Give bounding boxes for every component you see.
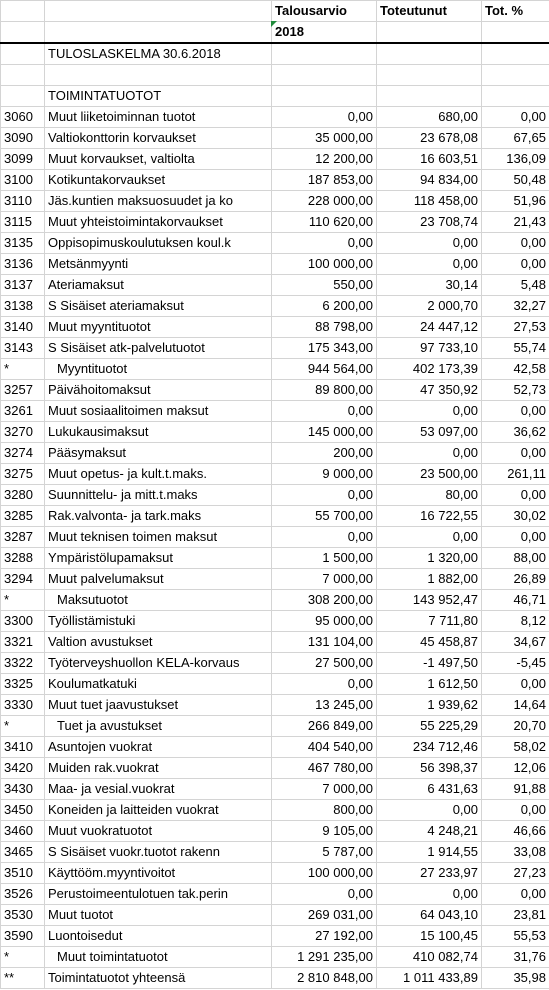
actual-value-cell[interactable]: 4 248,21	[377, 821, 482, 842]
header-code-cell[interactable]	[1, 1, 45, 22]
percent-value-cell[interactable]: 36,62	[482, 422, 549, 443]
account-label-cell[interactable]: Metsänmyynti	[45, 254, 272, 275]
budget-value-cell[interactable]: 27 500,00	[272, 653, 377, 674]
header-pct-cell[interactable]: Tot. %	[482, 1, 549, 22]
account-label-cell[interactable]: Työterveyshuollon KELA-korvaus	[45, 653, 272, 674]
account-label-cell[interactable]: Tuet ja avustukset	[45, 716, 272, 737]
account-label-cell[interactable]: Muut korvaukset, valtiolta	[45, 149, 272, 170]
account-label-cell[interactable]: Ateriamaksut	[45, 275, 272, 296]
budget-value-cell[interactable]: 944 564,00	[272, 359, 377, 380]
account-code-cell[interactable]: 3060	[1, 107, 45, 128]
section-code-cell[interactable]	[1, 86, 45, 107]
account-code-cell[interactable]: 3526	[1, 884, 45, 905]
percent-value-cell[interactable]: 34,67	[482, 632, 549, 653]
budget-value-cell[interactable]: 89 800,00	[272, 380, 377, 401]
header-label-cell[interactable]	[45, 1, 272, 22]
actual-value-cell[interactable]: 15 100,45	[377, 926, 482, 947]
header2-pct-cell[interactable]	[482, 22, 549, 44]
actual-value-cell[interactable]: 0,00	[377, 443, 482, 464]
account-code-cell[interactable]: 3450	[1, 800, 45, 821]
percent-value-cell[interactable]: 8,12	[482, 611, 549, 632]
actual-value-cell[interactable]: 2 000,70	[377, 296, 482, 317]
table-row	[1, 842, 549, 863]
account-code-cell[interactable]: 3465	[1, 842, 45, 863]
table-row	[1, 905, 549, 926]
account-code-cell[interactable]: 3275	[1, 464, 45, 485]
budget-value-cell[interactable]: 0,00	[272, 884, 377, 905]
budget-value-cell[interactable]: 1 500,00	[272, 548, 377, 569]
budget-value-cell[interactable]: 0,00	[272, 107, 377, 128]
account-code-cell[interactable]: 3261	[1, 401, 45, 422]
table-row	[1, 107, 549, 128]
budget-value-cell[interactable]: 0,00	[272, 401, 377, 422]
account-code-cell[interactable]: 3294	[1, 569, 45, 590]
account-code-cell[interactable]: 3137	[1, 275, 45, 296]
budget-value-cell[interactable]: 95 000,00	[272, 611, 377, 632]
actual-value-cell[interactable]: 97 733,10	[377, 338, 482, 359]
account-label-cell[interactable]: Muut yhteistoimintakorvaukset	[45, 212, 272, 233]
account-code-cell[interactable]: 3090	[1, 128, 45, 149]
table-row	[1, 821, 549, 842]
actual-value-cell[interactable]: 94 834,00	[377, 170, 482, 191]
header-row	[1, 1, 549, 22]
budget-value-cell[interactable]: 269 031,00	[272, 905, 377, 926]
account-code-cell[interactable]: 3322	[1, 653, 45, 674]
blank-cell[interactable]	[45, 65, 272, 86]
account-code-cell[interactable]: 3460	[1, 821, 45, 842]
budget-value-cell[interactable]: 467 780,00	[272, 758, 377, 779]
section-row	[1, 86, 549, 107]
table-row	[1, 800, 549, 821]
account-label-cell[interactable]: Perustoimeentulotuen tak.perin	[45, 884, 272, 905]
account-label-cell[interactable]: S Sisäiset vuokr.tuotot rakenn	[45, 842, 272, 863]
table-row	[1, 737, 549, 758]
percent-value-cell[interactable]: 55,74	[482, 338, 549, 359]
account-label-cell[interactable]: Luontoisedut	[45, 926, 272, 947]
account-code-cell[interactable]: 3330	[1, 695, 45, 716]
table-row	[1, 254, 549, 275]
actual-value-cell[interactable]: 53 097,00	[377, 422, 482, 443]
percent-value-cell[interactable]: 21,43	[482, 212, 549, 233]
account-label-cell[interactable]: Rak.valvonta- ja tark.maks	[45, 506, 272, 527]
section-actual-cell[interactable]	[377, 86, 482, 107]
actual-value-cell[interactable]: 7 711,80	[377, 611, 482, 632]
budget-value-cell[interactable]: 55 700,00	[272, 506, 377, 527]
actual-value-cell[interactable]: 23 678,08	[377, 128, 482, 149]
report-title[interactable]: TULOSLASKELMA 30.6.2018	[45, 43, 272, 65]
table-row	[1, 884, 549, 905]
actual-value-cell[interactable]: 234 712,46	[377, 737, 482, 758]
account-code-cell[interactable]: 3285	[1, 506, 45, 527]
section-heading[interactable]: TOIMINTATUOTOT	[45, 86, 272, 107]
table-row	[1, 611, 549, 632]
section-budget-cell[interactable]	[272, 86, 377, 107]
account-label-cell[interactable]: Muut tuet jaavustukset	[45, 695, 272, 716]
account-code-cell[interactable]: **	[1, 968, 45, 989]
actual-value-cell[interactable]: 680,00	[377, 107, 482, 128]
actual-value-cell[interactable]: 143 952,47	[377, 590, 482, 611]
actual-value-cell[interactable]: 1 320,00	[377, 548, 482, 569]
percent-value-cell[interactable]: 0,00	[482, 800, 549, 821]
table-row	[1, 296, 549, 317]
percent-value-cell[interactable]: 20,70	[482, 716, 549, 737]
budget-value-cell[interactable]: 308 200,00	[272, 590, 377, 611]
account-label-cell[interactable]: Asuntojen vuokrat	[45, 737, 272, 758]
percent-value-cell[interactable]: 0,00	[482, 674, 549, 695]
account-label-cell[interactable]: Jäs.kuntien maksuosuudet ja ko	[45, 191, 272, 212]
actual-value-cell[interactable]: 45 458,87	[377, 632, 482, 653]
percent-value-cell[interactable]: 261,11	[482, 464, 549, 485]
table-row	[1, 401, 549, 422]
budget-value-cell[interactable]: 7 000,00	[272, 569, 377, 590]
table-row	[1, 527, 549, 548]
account-code-cell[interactable]: 3287	[1, 527, 45, 548]
title-row	[1, 43, 549, 65]
percent-value-cell[interactable]: 67,65	[482, 128, 549, 149]
budget-value-cell[interactable]: 6 200,00	[272, 296, 377, 317]
account-code-cell[interactable]: 3274	[1, 443, 45, 464]
blank-cell[interactable]	[377, 65, 482, 86]
actual-value-cell[interactable]: 402 173,39	[377, 359, 482, 380]
cell-comment-indicator	[271, 21, 277, 27]
account-code-cell[interactable]: 3138	[1, 296, 45, 317]
budget-value-cell[interactable]: 0,00	[272, 485, 377, 506]
table-row	[1, 716, 549, 737]
percent-value-cell[interactable]: 0,00	[482, 884, 549, 905]
percent-value-cell[interactable]: 12,06	[482, 758, 549, 779]
actual-value-cell[interactable]: 55 225,29	[377, 716, 482, 737]
budget-value-cell[interactable]: 187 853,00	[272, 170, 377, 191]
percent-value-cell[interactable]: 0,00	[482, 527, 549, 548]
actual-value-cell[interactable]: 27 233,97	[377, 863, 482, 884]
header2-actual-cell[interactable]	[377, 22, 482, 44]
percent-value-cell[interactable]: 32,27	[482, 296, 549, 317]
account-code-cell[interactable]: 3115	[1, 212, 45, 233]
account-code-cell[interactable]: 3420	[1, 758, 45, 779]
actual-value-cell[interactable]: 23 708,74	[377, 212, 482, 233]
actual-value-cell[interactable]: 16 722,55	[377, 506, 482, 527]
budget-value-cell[interactable]: 12 200,00	[272, 149, 377, 170]
actual-value-cell[interactable]: 410 082,74	[377, 947, 482, 968]
table-row	[1, 632, 549, 653]
blank-cell[interactable]	[1, 65, 45, 86]
actual-value-cell[interactable]: 24 447,12	[377, 317, 482, 338]
account-label-cell[interactable]: Maksutuotot	[45, 590, 272, 611]
account-label-cell[interactable]: Valtiokonttorin korvaukset	[45, 128, 272, 149]
table-row	[1, 947, 549, 968]
budget-value-cell[interactable]: 5 787,00	[272, 842, 377, 863]
budget-value-cell[interactable]: 1 291 235,00	[272, 947, 377, 968]
account-code-cell[interactable]: 3300	[1, 611, 45, 632]
account-label-cell[interactable]: S Sisäiset atk-palvelutuotot	[45, 338, 272, 359]
budget-value-cell[interactable]: 0,00	[272, 233, 377, 254]
actual-value-cell[interactable]: 0,00	[377, 254, 482, 275]
percent-value-cell[interactable]: 42,58	[482, 359, 549, 380]
account-label-cell[interactable]: Muut toimintatuotot	[45, 947, 272, 968]
percent-value-cell[interactable]: 50,48	[482, 170, 549, 191]
account-label-cell[interactable]: Muut liiketoiminnan tuotot	[45, 107, 272, 128]
percent-value-cell[interactable]: 31,76	[482, 947, 549, 968]
account-code-cell[interactable]: *	[1, 590, 45, 611]
budget-value-cell[interactable]: 228 000,00	[272, 191, 377, 212]
account-label-cell[interactable]: Muut palvelumaksut	[45, 569, 272, 590]
title-pct-cell[interactable]	[482, 43, 549, 65]
budget-value-cell[interactable]: 88 798,00	[272, 317, 377, 338]
actual-value-cell[interactable]: 80,00	[377, 485, 482, 506]
table-row	[1, 128, 549, 149]
blank-row	[1, 65, 549, 86]
table-row	[1, 422, 549, 443]
header-budget-cell[interactable]: Talousarvio	[272, 1, 377, 22]
actual-value-cell[interactable]: 0,00	[377, 884, 482, 905]
account-code-cell[interactable]: 3135	[1, 233, 45, 254]
table-row	[1, 506, 549, 527]
table-row	[1, 926, 549, 947]
actual-value-cell[interactable]: 1 882,00	[377, 569, 482, 590]
actual-value-cell[interactable]: 16 603,51	[377, 149, 482, 170]
title-code-cell[interactable]	[1, 43, 45, 65]
account-label-cell[interactable]: Koulumatkatuki	[45, 674, 272, 695]
header2-label-cell[interactable]	[45, 22, 272, 44]
table-row	[1, 317, 549, 338]
budget-value-cell[interactable]: 175 343,00	[272, 338, 377, 359]
budget-value-cell[interactable]: 2 810 848,00	[272, 968, 377, 989]
account-code-cell[interactable]: 3257	[1, 380, 45, 401]
title-budget-cell[interactable]	[272, 43, 377, 65]
account-label-cell[interactable]: Ympäristölupamaksut	[45, 548, 272, 569]
percent-value-cell[interactable]: 0,00	[482, 254, 549, 275]
percent-value-cell[interactable]: 33,08	[482, 842, 549, 863]
actual-value-cell[interactable]: 23 500,00	[377, 464, 482, 485]
account-label-cell[interactable]: Muut tuotot	[45, 905, 272, 926]
header-actual-cell[interactable]: Toteutunut	[377, 1, 482, 22]
actual-value-cell[interactable]: 1 011 433,89	[377, 968, 482, 989]
actual-value-cell[interactable]: 30,14	[377, 275, 482, 296]
account-code-cell[interactable]: 3510	[1, 863, 45, 884]
actual-value-cell[interactable]: 118 458,00	[377, 191, 482, 212]
table-row	[1, 653, 549, 674]
account-label-cell[interactable]: Pääsymaksut	[45, 443, 272, 464]
actual-value-cell[interactable]: 0,00	[377, 527, 482, 548]
account-code-cell[interactable]: *	[1, 947, 45, 968]
actual-value-cell[interactable]: 6 431,63	[377, 779, 482, 800]
table-row	[1, 170, 549, 191]
percent-value-cell[interactable]: -5,45	[482, 653, 549, 674]
account-label-cell[interactable]: Valtion avustukset	[45, 632, 272, 653]
account-code-cell[interactable]: 3280	[1, 485, 45, 506]
budget-value-cell[interactable]: 404 540,00	[272, 737, 377, 758]
percent-value-cell[interactable]: 0,00	[482, 485, 549, 506]
percent-value-cell[interactable]: 51,96	[482, 191, 549, 212]
percent-value-cell[interactable]: 35,98	[482, 968, 549, 989]
account-code-cell[interactable]: *	[1, 359, 45, 380]
table-row	[1, 968, 549, 989]
percent-value-cell[interactable]: 88,00	[482, 548, 549, 569]
account-label-cell[interactable]: Muut sosiaalitoimen maksut	[45, 401, 272, 422]
actual-value-cell[interactable]: 1 939,62	[377, 695, 482, 716]
title-actual-cell[interactable]	[377, 43, 482, 65]
actual-value-cell[interactable]: 1 914,55	[377, 842, 482, 863]
account-code-cell[interactable]: 3110	[1, 191, 45, 212]
budget-value-cell[interactable]: 9 105,00	[272, 821, 377, 842]
table-row	[1, 695, 549, 716]
table-row	[1, 359, 549, 380]
header2-code-cell[interactable]	[1, 22, 45, 44]
percent-value-cell[interactable]: 23,81	[482, 905, 549, 926]
actual-value-cell[interactable]: 0,00	[377, 233, 482, 254]
account-label-cell[interactable]: Muiden rak.vuokrat	[45, 758, 272, 779]
account-label-cell[interactable]: Suunnittelu- ja mitt.t.maks	[45, 485, 272, 506]
percent-value-cell[interactable]: 27,23	[482, 863, 549, 884]
budget-value-cell[interactable]: 550,00	[272, 275, 377, 296]
account-label-cell[interactable]: S Sisäiset ateriamaksut	[45, 296, 272, 317]
percent-value-cell[interactable]: 55,53	[482, 926, 549, 947]
percent-value-cell[interactable]: 136,09	[482, 149, 549, 170]
actual-value-cell[interactable]: 64 043,10	[377, 905, 482, 926]
percent-value-cell[interactable]: 0,00	[482, 401, 549, 422]
budget-value-cell[interactable]: 0,00	[272, 674, 377, 695]
budget-value-cell[interactable]: 100 000,00	[272, 863, 377, 884]
budget-value-cell[interactable]: 7 000,00	[272, 779, 377, 800]
percent-value-cell[interactable]: 46,71	[482, 590, 549, 611]
budget-value-cell[interactable]: 200,00	[272, 443, 377, 464]
account-code-cell[interactable]: 3100	[1, 170, 45, 191]
account-label-cell[interactable]: Kotikuntakorvaukset	[45, 170, 272, 191]
account-label-cell[interactable]: Muut vuokratuotot	[45, 821, 272, 842]
percent-value-cell[interactable]: 30,02	[482, 506, 549, 527]
blank-cell[interactable]	[482, 65, 549, 86]
budget-value-cell[interactable]: 0,00	[272, 527, 377, 548]
account-code-cell[interactable]: 3321	[1, 632, 45, 653]
account-code-cell[interactable]: *	[1, 716, 45, 737]
budget-value-cell[interactable]: 9 000,00	[272, 464, 377, 485]
percent-value-cell[interactable]: 0,00	[482, 443, 549, 464]
percent-value-cell[interactable]: 58,02	[482, 737, 549, 758]
budget-value-cell[interactable]: 800,00	[272, 800, 377, 821]
table-row	[1, 443, 549, 464]
percent-value-cell[interactable]: 91,88	[482, 779, 549, 800]
percent-value-cell[interactable]: 5,48	[482, 275, 549, 296]
account-label-cell[interactable]: Päivähoitomaksut	[45, 380, 272, 401]
table-row	[1, 863, 549, 884]
account-label-cell[interactable]: Toimintatuotot yhteensä	[45, 968, 272, 989]
account-label-cell[interactable]: Käyttööm.myyntivoitot	[45, 863, 272, 884]
percent-value-cell[interactable]: 26,89	[482, 569, 549, 590]
table-row	[1, 191, 549, 212]
account-label-cell[interactable]: Koneiden ja laitteiden vuokrat	[45, 800, 272, 821]
blank-cell[interactable]	[272, 65, 377, 86]
table-row	[1, 380, 549, 401]
actual-value-cell[interactable]: 1 612,50	[377, 674, 482, 695]
section-pct-cell[interactable]	[482, 86, 549, 107]
budget-value-cell[interactable]: 266 849,00	[272, 716, 377, 737]
account-code-cell[interactable]: 3325	[1, 674, 45, 695]
budget-value-cell[interactable]: 35 000,00	[272, 128, 377, 149]
account-code-cell[interactable]: 3430	[1, 779, 45, 800]
percent-value-cell[interactable]: 27,53	[482, 317, 549, 338]
budget-value-cell[interactable]: 145 000,00	[272, 422, 377, 443]
table-row	[1, 233, 549, 254]
percent-value-cell[interactable]: 52,73	[482, 380, 549, 401]
table-row	[1, 674, 549, 695]
actual-value-cell[interactable]: 56 398,37	[377, 758, 482, 779]
percent-value-cell[interactable]: 0,00	[482, 233, 549, 254]
account-label-cell[interactable]: Lukukausimaksut	[45, 422, 272, 443]
table-row	[1, 779, 549, 800]
actual-value-cell[interactable]: 0,00	[377, 800, 482, 821]
account-label-cell[interactable]: Oppisopimuskoulutuksen koul.k	[45, 233, 272, 254]
percent-value-cell[interactable]: 14,64	[482, 695, 549, 716]
account-label-cell[interactable]: Muut myyntituotot	[45, 317, 272, 338]
account-label-cell[interactable]: Muut opetus- ja kult.t.maks.	[45, 464, 272, 485]
table-row	[1, 212, 549, 233]
table-row	[1, 338, 549, 359]
budget-value-cell[interactable]: 110 620,00	[272, 212, 377, 233]
account-label-cell[interactable]: Myyntituotot	[45, 359, 272, 380]
percent-value-cell[interactable]: 0,00	[482, 107, 549, 128]
header-budget-year-cell[interactable]: 2018	[272, 22, 377, 44]
table-row	[1, 758, 549, 779]
account-code-cell[interactable]: 3136	[1, 254, 45, 275]
budget-value-cell[interactable]: 131 104,00	[272, 632, 377, 653]
table-row	[1, 548, 549, 569]
actual-value-cell[interactable]: -1 497,50	[377, 653, 482, 674]
table-row	[1, 569, 549, 590]
account-code-cell[interactable]: 3143	[1, 338, 45, 359]
account-code-cell[interactable]: 3530	[1, 905, 45, 926]
account-code-cell[interactable]: 3270	[1, 422, 45, 443]
table-row	[1, 485, 549, 506]
account-code-cell[interactable]: 3099	[1, 149, 45, 170]
actual-value-cell[interactable]: 47 350,92	[377, 380, 482, 401]
account-label-cell[interactable]: Työllistämistuki	[45, 611, 272, 632]
budget-value-cell[interactable]: 13 245,00	[272, 695, 377, 716]
account-code-cell[interactable]: 3288	[1, 548, 45, 569]
account-code-cell[interactable]: 3590	[1, 926, 45, 947]
table-row	[1, 464, 549, 485]
account-code-cell[interactable]: 3410	[1, 737, 45, 758]
budget-value-cell[interactable]: 100 000,00	[272, 254, 377, 275]
actual-value-cell[interactable]: 0,00	[377, 401, 482, 422]
percent-value-cell[interactable]: 46,66	[482, 821, 549, 842]
account-label-cell[interactable]: Maa- ja vesial.vuokrat	[45, 779, 272, 800]
account-code-cell[interactable]: 3140	[1, 317, 45, 338]
table-row	[1, 149, 549, 170]
table-row	[1, 275, 549, 296]
budget-value-cell[interactable]: 27 192,00	[272, 926, 377, 947]
table-row	[1, 590, 549, 611]
account-label-cell[interactable]: Muut teknisen toimen maksut	[45, 527, 272, 548]
